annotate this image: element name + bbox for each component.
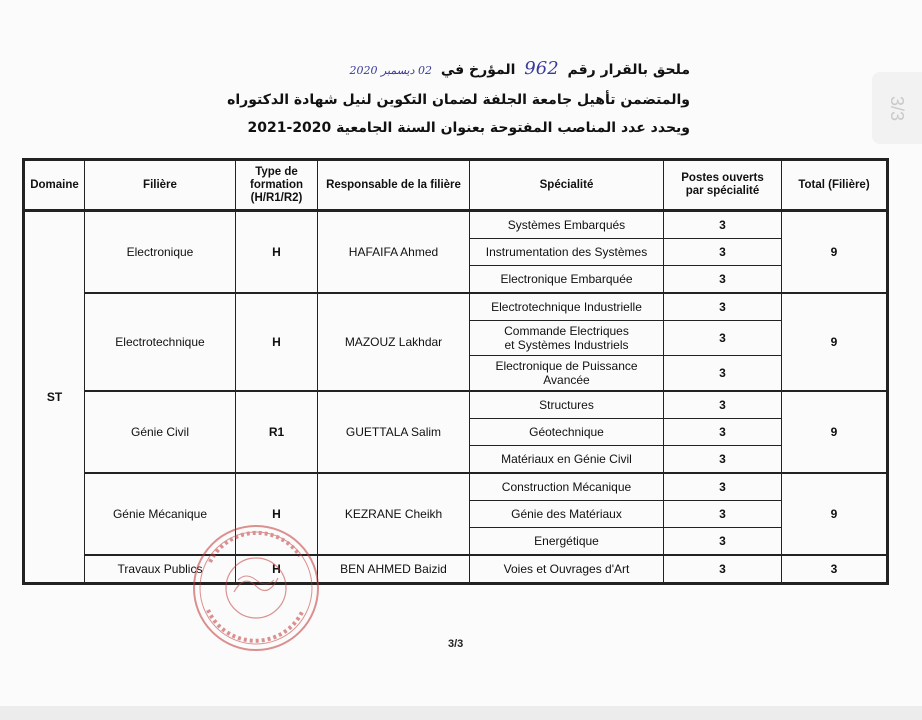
header-type-line2: formation: [249, 178, 304, 191]
cell-specialite-line2: et Systèmes Industriels: [504, 338, 629, 352]
header-postes: [664, 160, 782, 211]
cell-filiere: Génie Civil: [85, 391, 236, 473]
cell-specialite: Systèmes Embarqués: [470, 211, 664, 239]
cell-postes: 3: [664, 356, 782, 392]
cell-postes: 3: [664, 293, 782, 321]
cell-responsable: HAFAIFA Ahmed: [318, 211, 470, 294]
cell-specialite: Génie des Matériaux: [470, 501, 664, 528]
cell-domaine: ST: [24, 211, 85, 584]
cell-specialite: Géotechnique: [470, 419, 664, 446]
cell-specialite: [470, 321, 664, 356]
cell-specialite: Electrotechnique Industrielle: [470, 293, 664, 321]
header-line-3: ويحدد عدد المناصب المفتوحة بعنوان السنة الجامعية 2020-2021: [247, 120, 690, 136]
header-line-1: [345, 58, 690, 79]
page-indicator-text: 3/3: [887, 95, 908, 121]
header-filiere: Filière: [85, 160, 236, 211]
cell-specialite-line2: Avancée: [543, 373, 590, 387]
cell-type: H: [236, 211, 318, 294]
cell-total: 9: [782, 473, 888, 555]
header-specialite: Spécialité: [470, 160, 664, 211]
positions-table-container: [22, 158, 886, 586]
cell-specialite: [470, 356, 664, 392]
header-type-line1: Type de: [255, 165, 298, 178]
cell-type: H: [236, 293, 318, 391]
cell-postes: 3: [664, 528, 782, 556]
cell-specialite: Construction Mécanique: [470, 473, 664, 501]
table-row: [24, 555, 888, 584]
cell-total: 3: [782, 555, 888, 584]
cell-filiere: Travaux Publics: [85, 555, 236, 584]
cell-total: 9: [782, 391, 888, 473]
cell-responsable: GUETTALA Salim: [318, 391, 470, 473]
cell-type: R1: [236, 391, 318, 473]
cell-postes: 3: [664, 266, 782, 294]
header-line-2: والمتضمن تأهيل جامعة الجلفة لضمان التكوين لنيل شهادة الدكتوراه: [227, 92, 690, 108]
cell-postes: 3: [664, 321, 782, 356]
cell-postes: 3: [664, 211, 782, 239]
cell-specialite-line1: Electronique de Puissance: [495, 359, 638, 373]
cell-responsable: MAZOUZ Lakhdar: [318, 293, 470, 391]
header-postes-line1: Postes ouverts: [681, 172, 764, 184]
table-row: [24, 293, 888, 321]
positions-table: [22, 158, 889, 585]
table-row: [24, 391, 888, 419]
cell-postes: 3: [664, 446, 782, 474]
header-decree-number: 962: [524, 58, 559, 79]
cell-postes: 3: [664, 391, 782, 419]
cell-postes: 3: [664, 239, 782, 266]
table-row: [24, 473, 888, 501]
header-decree-label: ملحق بالقرار رقم: [567, 62, 690, 78]
cell-filiere: Electrotechnique: [85, 293, 236, 391]
page-indicator-badge: [872, 72, 922, 144]
cell-total: 9: [782, 293, 888, 391]
header-responsable: Responsable de la filière: [318, 160, 470, 211]
header-type-formation: [236, 160, 318, 211]
table-row: [24, 211, 888, 239]
cell-specialite: Instrumentation des Systèmes: [470, 239, 664, 266]
cell-responsable: BEN AHMED Baizid: [318, 555, 470, 584]
cell-filiere: Génie Mécanique: [85, 473, 236, 555]
cell-type: H: [236, 473, 318, 555]
cell-specialite: Voies et Ouvrages d'Art: [470, 555, 664, 584]
cell-specialite-line1: Commande Electriques: [504, 324, 629, 338]
header-decree-date: 02 ديسمبر 2020: [349, 64, 432, 77]
header-total: Total (Filière): [782, 160, 888, 211]
cell-postes: 3: [664, 473, 782, 501]
viewer-bottom-strip: [0, 706, 922, 720]
table-header-row: [24, 160, 888, 211]
cell-specialite: Matériaux en Génie Civil: [470, 446, 664, 474]
header-postes-line2: par spécialité: [685, 185, 760, 197]
footer-page-number: 3/3: [448, 638, 464, 650]
cell-type: H: [236, 555, 318, 584]
cell-total: 9: [782, 211, 888, 294]
cell-specialite: Electronique Embarquée: [470, 266, 664, 294]
cell-postes: 3: [664, 555, 782, 584]
header-domaine: Domaine: [24, 160, 85, 211]
cell-specialite: Energétique: [470, 528, 664, 556]
cell-responsable: KEZRANE Cheikh: [318, 473, 470, 555]
header-dated-label: المؤرخ في: [440, 62, 516, 78]
cell-postes: 3: [664, 501, 782, 528]
cell-specialite: Structures: [470, 391, 664, 419]
cell-postes: 3: [664, 419, 782, 446]
cell-filiere: Electronique: [85, 211, 236, 294]
header-type-line3: (H/R1/R2): [250, 191, 303, 204]
